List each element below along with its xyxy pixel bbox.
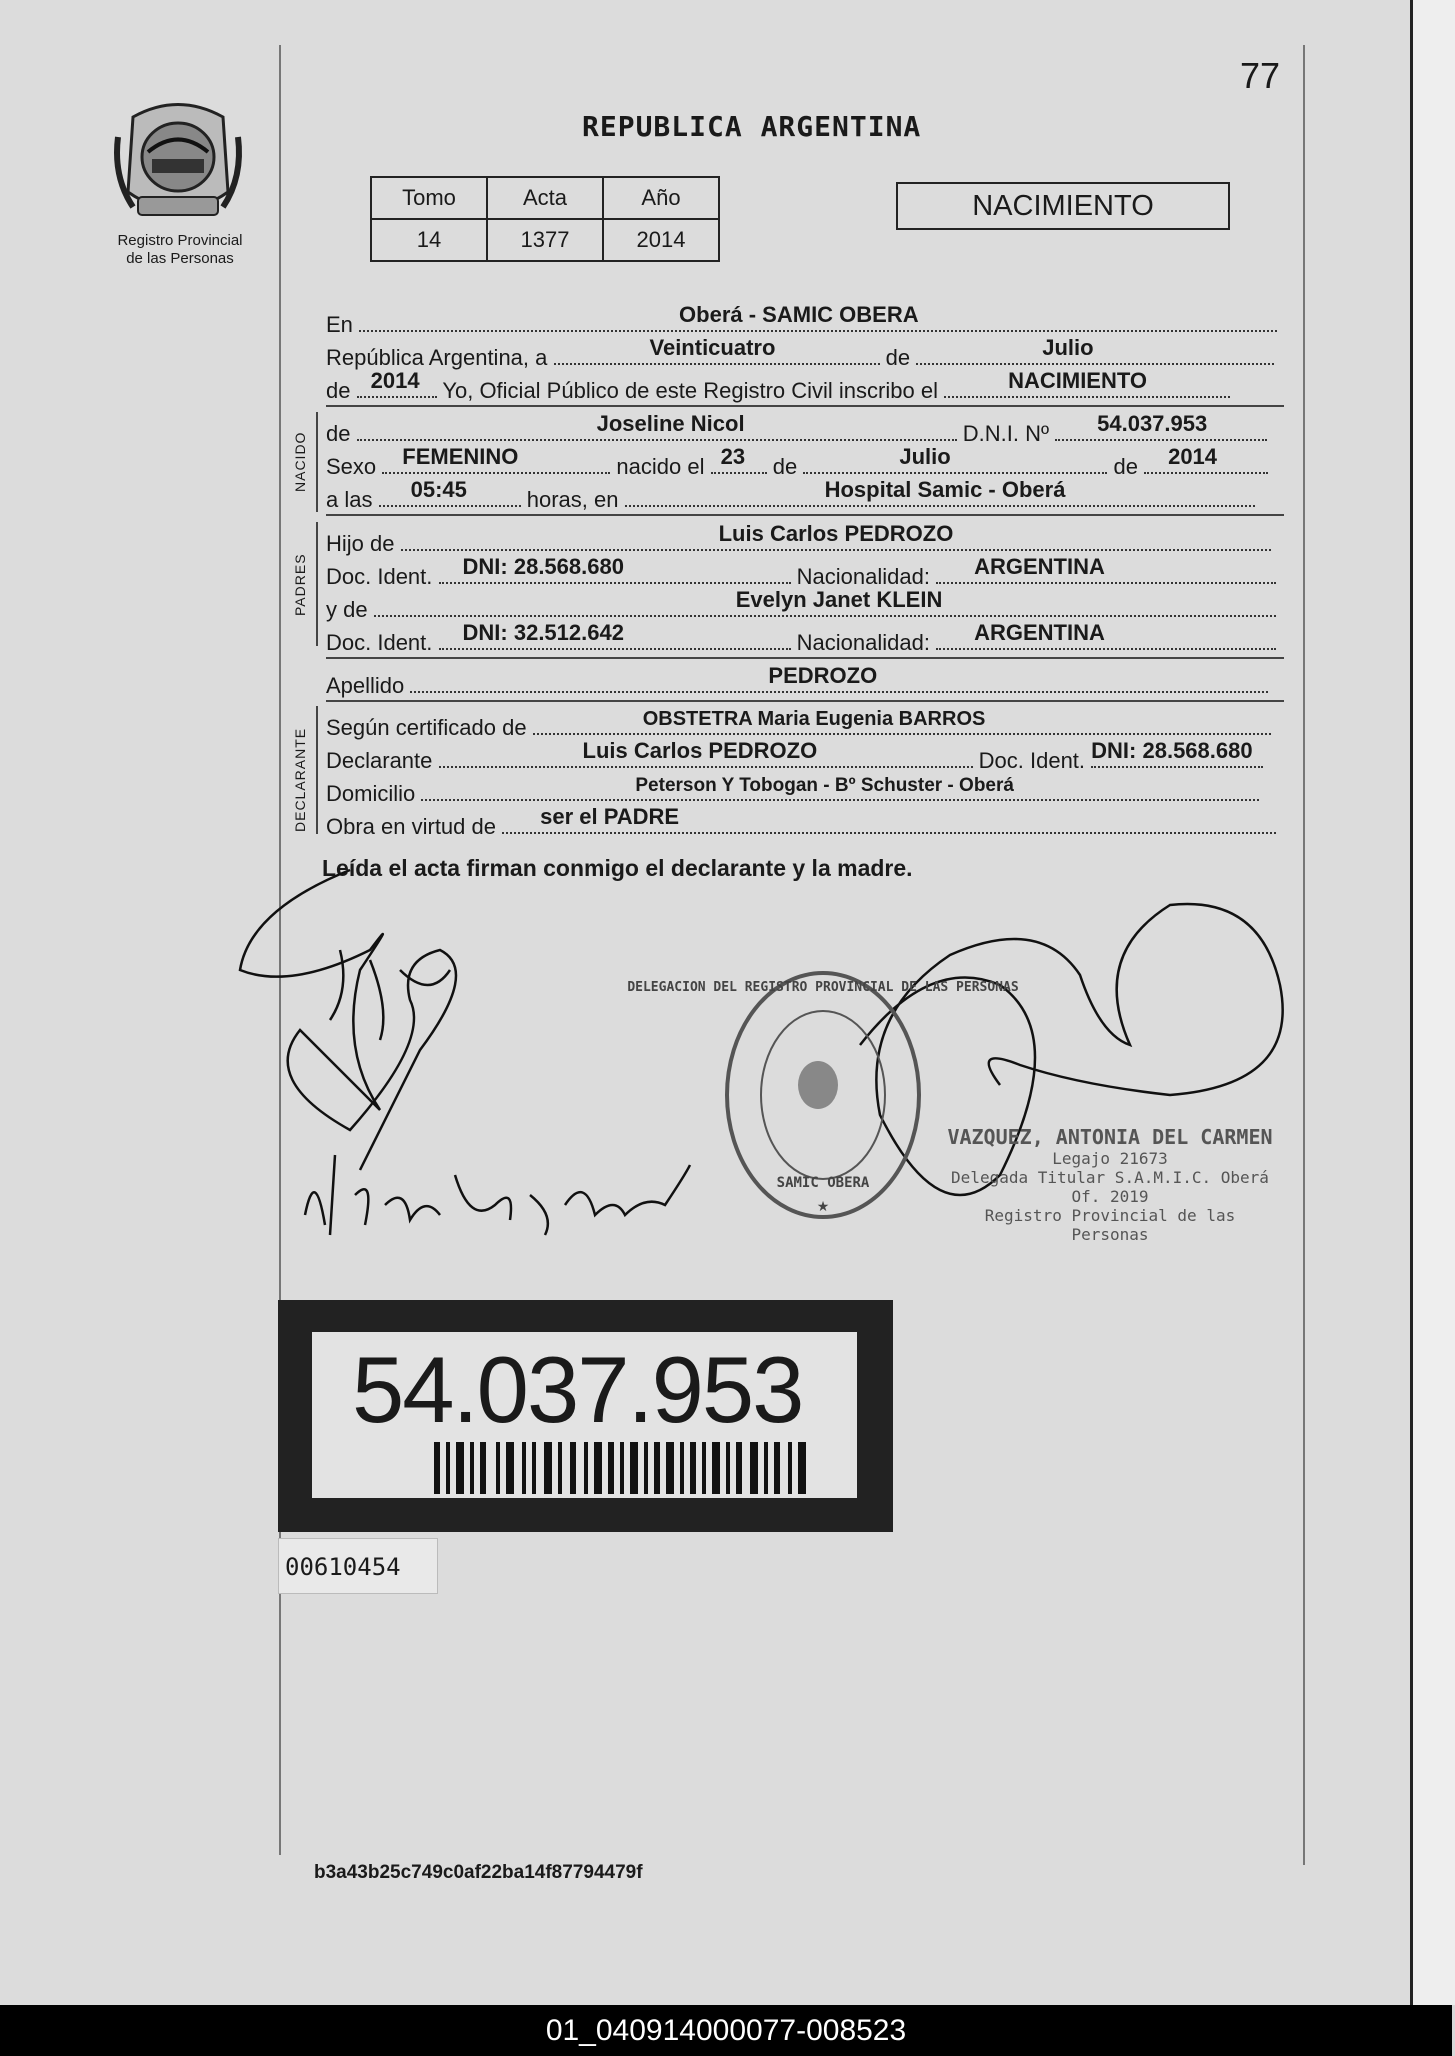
officer-registro: Registro Provincial de las Personas	[984, 1206, 1236, 1244]
right-margin-line	[1303, 45, 1305, 1865]
officer-cargo: Delegada Titular S.A.M.I.C. Oberá Of. 2019	[951, 1168, 1269, 1206]
officer-name: VAZQUEZ, ANTONIA DEL CARMEN	[947, 1125, 1273, 1149]
padre-nac: ARGENTINA	[974, 554, 1105, 579]
nacido-bar	[316, 412, 318, 512]
padre-doc: DNI: 28.568.680	[462, 554, 624, 579]
apellido-label: Apellido	[326, 673, 405, 698]
serial-number: 00610454	[278, 1538, 438, 1594]
madre-nac: ARGENTINA	[974, 620, 1105, 645]
de-label-3: de	[772, 454, 798, 479]
declarante-side-label: DECLARANTE	[292, 727, 308, 832]
nacionalidad-label: Nacionalidad:	[796, 564, 930, 589]
nacido-de-label: de	[326, 421, 351, 446]
declarant-signature	[230, 850, 550, 1180]
nacionalidad-label-2: Nacionalidad:	[796, 630, 930, 655]
inscribo-value: NACIMIENTO	[1008, 368, 1148, 393]
dni-card-number: 54.037.953	[352, 1337, 803, 1442]
tomo-header: Tomo	[371, 177, 487, 219]
row-padre	[326, 521, 1281, 557]
page-number: 77	[1240, 55, 1281, 96]
y-de-label: y de	[326, 597, 368, 622]
en-value: Oberá - SAMIC OBERA	[679, 302, 919, 327]
certificado-value: OBSTETRA Maria Eugenia BARROS	[642, 708, 986, 730]
row-padre-doc	[326, 554, 1281, 590]
dni-label: D.N.I. Nº	[962, 421, 1049, 446]
domicilio-value: Peterson Y Tobogan - Bº Schuster - Oberá	[635, 775, 1014, 796]
mother-signature	[295, 1135, 695, 1245]
dia-value: Veinticuatro	[649, 335, 776, 360]
dni-label-card	[278, 1300, 893, 1532]
de-label-2: de	[326, 378, 351, 403]
domicilio-label: Domicilio	[326, 781, 416, 806]
nac-mes: Julio	[899, 444, 951, 469]
registry-stamp	[627, 965, 1019, 1225]
row-nacido-de	[326, 411, 1281, 447]
row-oficial	[326, 368, 1281, 404]
dni-value: 54.037.953	[1097, 411, 1208, 436]
officer-legajo: Legajo 21673	[1052, 1149, 1168, 1168]
document-hash: b3a43b25c749c0af22ba14f87794479f	[314, 1862, 643, 1883]
tomo-value: 14	[371, 219, 487, 261]
row-hora	[326, 477, 1281, 513]
en-label: En	[326, 312, 353, 337]
de-label: de	[885, 345, 911, 370]
page-title: REPUBLICA ARGENTINA	[582, 110, 922, 143]
doc-ident-label: Doc. Ident.	[326, 564, 433, 589]
republica-label: República Argentina, a	[326, 345, 548, 370]
madre-value: Evelyn Janet KLEIN	[735, 587, 943, 612]
nac-anio: 2014	[1168, 444, 1218, 469]
read-note: Leída el acta firman conmigo el declarante y la madre.	[322, 855, 913, 881]
anio-value-text: 2014	[370, 368, 420, 393]
nacido-el-label: nacido el	[616, 454, 705, 479]
horas-en-label: horas, en	[526, 487, 619, 512]
padres-bar	[316, 522, 318, 646]
sexo-label: Sexo	[326, 454, 377, 479]
apellido-value: PEDROZO	[768, 663, 878, 688]
separator	[326, 405, 1284, 407]
row-domicilio	[326, 777, 1281, 807]
svg-text:★: ★	[816, 1198, 830, 1214]
declarante-label: Declarante	[326, 748, 433, 773]
province-seal-icon	[108, 97, 248, 227]
acta-header: Acta	[487, 177, 603, 219]
logo-caption-line1: Registro Provincial	[117, 232, 243, 249]
de-label-4: de	[1113, 454, 1138, 479]
anio-value: 2014	[603, 219, 719, 261]
nacido-side-label: NACIDO	[292, 431, 308, 492]
obra-value: ser el PADRE	[540, 804, 680, 829]
stamp-ring-text: DELEGACION DEL REGISTRO PROVINCIAL DE LAS PERSONAS	[627, 980, 1019, 995]
separator	[326, 700, 1284, 702]
row-obra	[326, 804, 1281, 840]
certificado-label: Según certificado de	[326, 715, 527, 740]
row-certificado	[326, 708, 1281, 741]
acta-table	[370, 176, 720, 262]
hijo-de-label: Hijo de	[326, 531, 395, 556]
page-edge	[1410, 0, 1455, 2005]
hora-value: 05:45	[410, 477, 467, 502]
padre-value: Luis Carlos PEDROZO	[718, 521, 954, 546]
separator	[326, 514, 1284, 516]
row-madre	[326, 587, 1281, 623]
doc-ident-label-2: Doc. Ident.	[326, 630, 433, 655]
row-republica	[326, 335, 1281, 371]
obra-label: Obra en virtud de	[326, 814, 496, 839]
lugar-value: Hospital Samic - Oberá	[824, 477, 1066, 502]
doc-ident-label-3: Doc. Ident.	[978, 748, 1086, 773]
declarante-value: Luis Carlos PEDROZO	[582, 738, 818, 763]
officer-stamp-text	[945, 1125, 1275, 1244]
barcode-icon	[434, 1442, 814, 1494]
separator	[326, 657, 1284, 659]
oficial-text: Yo, Oficial Público de este Registro Civil inscribo el	[442, 378, 938, 403]
a-las-label: a las	[326, 487, 373, 512]
acta-value: 1377	[487, 219, 603, 261]
row-sexo	[326, 444, 1281, 480]
file-id-footer: 01_040914000077-008523	[0, 2005, 1452, 2056]
declarante-bar	[316, 706, 318, 834]
row-apellido	[326, 663, 1281, 699]
dni-label-inner	[312, 1332, 857, 1498]
anio-header: Año	[603, 177, 719, 219]
declarante-doc: DNI: 28.568.680	[1091, 738, 1253, 763]
padres-side-label: PADRES	[292, 553, 308, 616]
nac-dia: 23	[720, 444, 746, 469]
stamp-inner-text: SAMIC OBERA	[776, 1175, 870, 1191]
sexo-value: FEMENINO	[402, 444, 519, 469]
madre-doc: DNI: 32.512.642	[462, 620, 624, 645]
mes-value: Julio	[1042, 335, 1094, 360]
record-type-box: NACIMIENTO	[896, 182, 1230, 230]
nacido-de-value: Joseline Nicol	[596, 411, 745, 436]
logo-caption-line2: de las Personas	[126, 250, 234, 267]
logo-caption	[100, 232, 260, 268]
row-declarante	[326, 738, 1281, 774]
row-en	[326, 302, 1281, 338]
row-madre-doc	[326, 620, 1281, 656]
